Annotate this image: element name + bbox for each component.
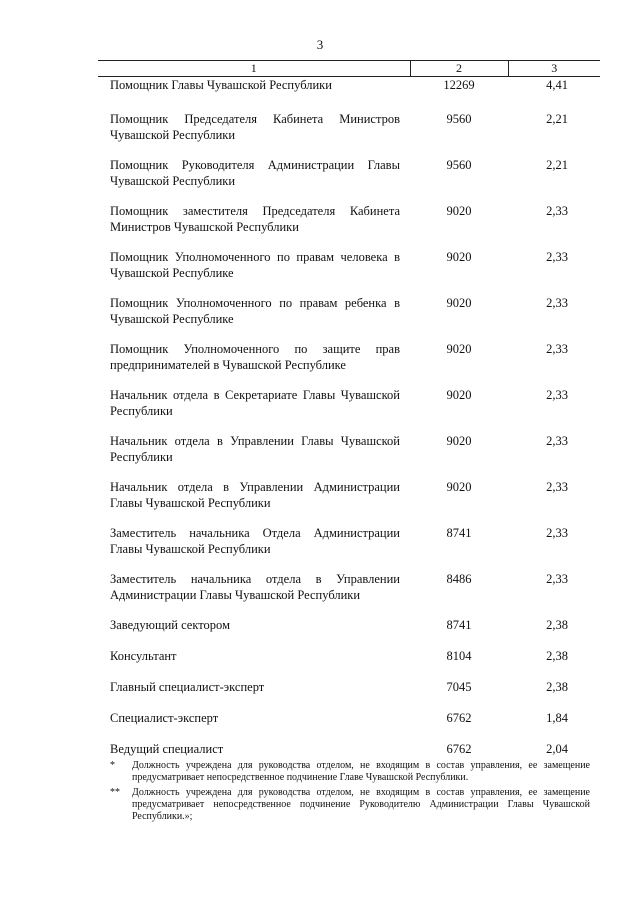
coefficient-value: 2,33 — [546, 571, 568, 586]
position-name: Заместитель начальника Отдела Администрации Главы Чувашской Республики — [110, 525, 400, 556]
position-name: Помощник Председателя Кабинета Министров Чувашской Республики — [110, 111, 400, 142]
coefficient-value: 2,33 — [546, 525, 568, 540]
position-name: Заведующий сектором — [110, 617, 230, 632]
table-row — [98, 111, 600, 157]
salary-value: 9020 — [446, 203, 472, 218]
table-row — [98, 295, 600, 341]
table-row — [98, 157, 600, 203]
footnote-text: Должность учреждена для руководства отделом, не входящим в состав управления, ее замещение предусматривает непосредственное подчинение Руководителю Администрации Главы Чувашской Республики.»; — [132, 787, 590, 822]
salary-value: 9020 — [446, 387, 472, 402]
header-col-1: 1 — [98, 61, 410, 77]
position-name: Ведущий специалист — [110, 741, 224, 756]
position-name: Начальник отдела в Управлении Главы Чувашской Республики — [110, 433, 400, 464]
coefficient-value: 2,33 — [546, 203, 568, 218]
position-name: Помощник Главы Чувашской Республики — [110, 78, 332, 92]
coefficient-value: 2,04 — [546, 741, 568, 756]
position-name: Помощник Уполномоченного по защите прав предпринимателей в Чувашской Республике — [110, 341, 400, 372]
table-row — [98, 571, 600, 617]
table-row — [98, 648, 600, 679]
salary-value: 9020 — [446, 479, 472, 494]
coefficient-value: 2,38 — [546, 648, 568, 663]
position-name: Помощник Руководителя Администрации Главы Чувашской Республики — [110, 157, 400, 188]
salary-value: 9020 — [446, 433, 472, 448]
salary-value: 9560 — [446, 111, 472, 126]
header-col-2: 2 — [410, 61, 508, 77]
position-name: Помощник Уполномоченного по правам человека в Чувашской Республике — [110, 249, 400, 280]
salary-value: 8741 — [446, 525, 472, 540]
salary-value: 8741 — [446, 617, 472, 632]
salary-value: 9020 — [446, 249, 472, 264]
position-name: Помощник Уполномоченного по правам ребенка в Чувашской Республике — [110, 295, 400, 326]
table-row — [98, 249, 600, 295]
position-name: Главный специалист-эксперт — [110, 679, 265, 694]
table-row — [98, 479, 600, 525]
coefficient-value: 2,33 — [546, 295, 568, 310]
coefficient-value: 1,84 — [546, 710, 568, 725]
salary-value: 7045 — [446, 679, 472, 694]
position-name: Заместитель начальника отдела в Управлении Администрации Главы Чувашской Республики — [110, 571, 400, 602]
footnote-mark: ** — [110, 787, 120, 798]
coefficient-value: 4,41 — [546, 78, 568, 92]
footnotes — [110, 760, 590, 826]
table-row — [98, 341, 600, 387]
salary-value: 8486 — [446, 571, 472, 586]
coefficient-value: 2,33 — [546, 479, 568, 494]
position-name: Консультант — [110, 648, 177, 663]
footnote — [110, 787, 590, 823]
footnote-mark: * — [110, 760, 115, 771]
salary-value: 6762 — [446, 741, 472, 756]
footnote — [110, 760, 590, 784]
table-row — [98, 203, 600, 249]
table-row — [98, 387, 600, 433]
salary-value: 12269 — [443, 78, 475, 92]
table-row — [98, 617, 600, 648]
coefficient-value: 2,33 — [546, 249, 568, 264]
salary-value: 9020 — [446, 341, 472, 356]
footnote-text: Должность учреждена для руководства отделом, не входящим в состав управления, ее замещение предусматривает непосредственное подчинение Главе Чувашской Республики. — [132, 760, 590, 783]
position-name: Начальник отдела в Управлении Администрации Главы Чувашской Республики — [110, 479, 400, 510]
coefficient-value: 2,33 — [546, 433, 568, 448]
page-number: 3 — [316, 37, 324, 52]
positions-table — [98, 60, 600, 763]
salary-value: 9020 — [446, 295, 472, 310]
salary-value: 6762 — [446, 710, 472, 725]
position-name: Специалист-эксперт — [110, 710, 219, 725]
table-row — [98, 525, 600, 571]
position-name: Помощник заместителя Председателя Кабинета Министров Чувашской Республики — [110, 203, 400, 234]
table-row — [98, 679, 600, 710]
header-col-3: 3 — [508, 61, 600, 77]
coefficient-value: 2,21 — [546, 157, 568, 172]
table-row — [98, 710, 600, 741]
salary-value: 9560 — [446, 157, 472, 172]
coefficient-value: 2,21 — [546, 111, 568, 126]
table-row — [98, 433, 600, 479]
salary-value: 8104 — [446, 648, 472, 663]
coefficient-value: 2,38 — [546, 617, 568, 632]
coefficient-value: 2,33 — [546, 341, 568, 356]
coefficient-value: 2,33 — [546, 387, 568, 402]
table-header-row — [98, 61, 600, 77]
table-row — [98, 77, 600, 111]
position-name: Начальник отдела в Секретариате Главы Чувашской Республики — [110, 387, 400, 418]
coefficient-value: 2,38 — [546, 679, 568, 694]
